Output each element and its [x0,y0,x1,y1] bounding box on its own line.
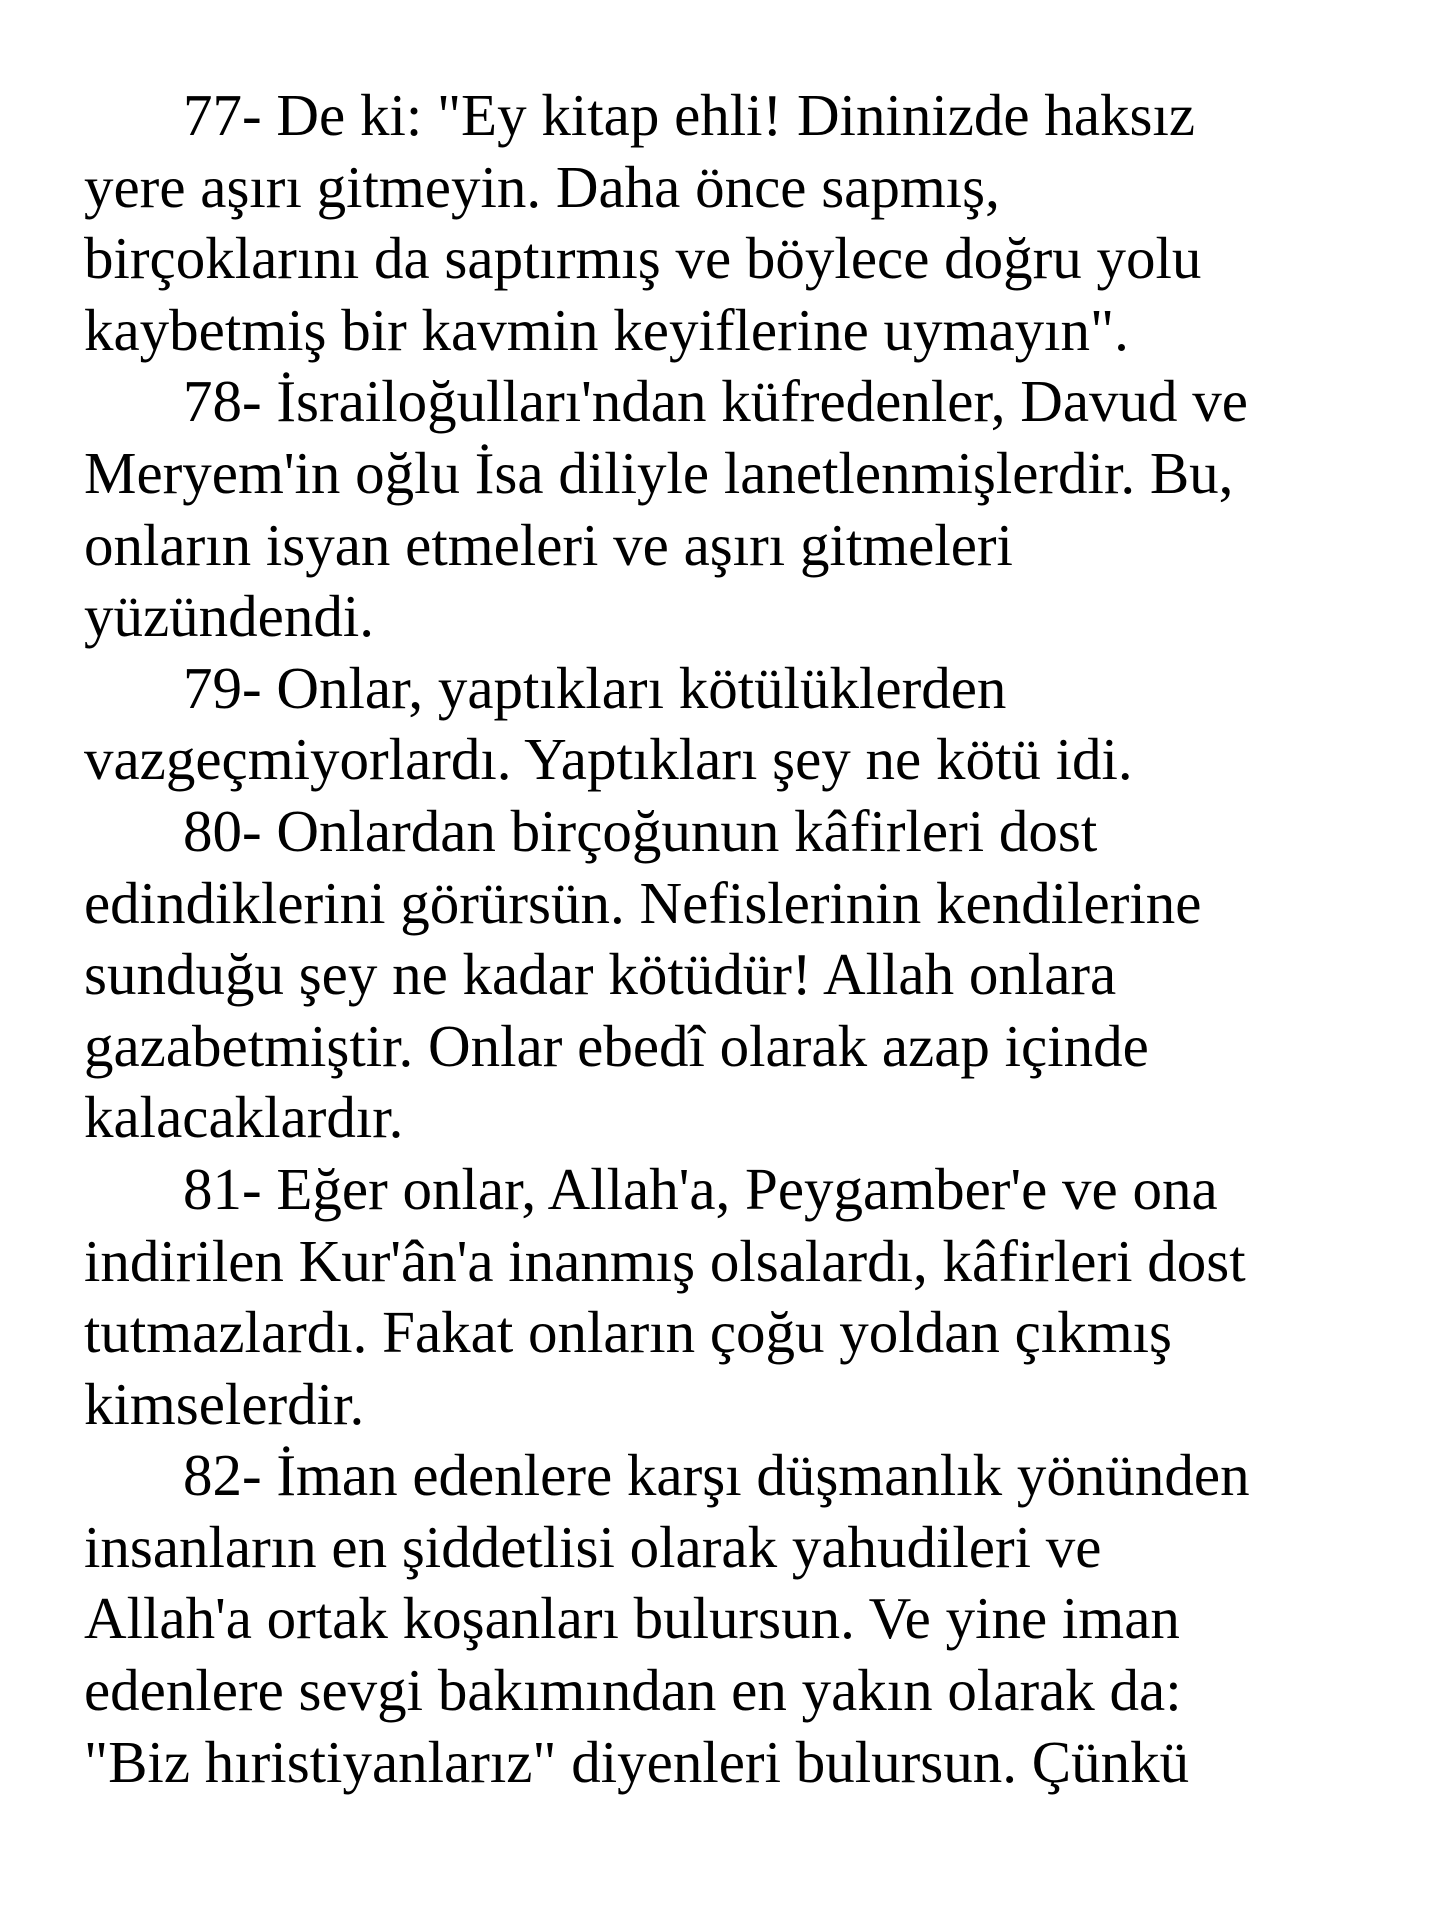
text-line: gazabetmiştir. Onlar ebedî olarak azap içinde [84,1012,1149,1079]
text-line: 77- De ki: "Ey kitap ehli! Dininizde haksız [183,82,1196,148]
paragraph-verse-81 [84,1154,1380,1440]
text-line: indirilen Kur'ân'a inanmış olsalardı, kâfirleri dost [84,1227,1246,1294]
paragraph-verse-80 [84,796,1380,1154]
text-line: kalacaklardır. [84,1084,404,1151]
text-line: vazgeçmiyorlardı. Yaptıkları şey ne kötü idi. [84,726,1133,793]
text-line: 82- İman edenlere karşı düşmanlık yönünden [183,1442,1250,1509]
text-line: Meryem'in oğlu İsa diliyle lanetlenmişlerdir. Bu, [84,439,1234,506]
text-line: "Biz hıristiyanlarız" diyenleri bulursun. Çünkü [84,1728,1190,1795]
text-line: yere aşırı gitmeyin. Daha önce sapmış, [84,153,1000,220]
text-line: yüzündendi. [84,583,375,650]
text-line: 79- Onlar, yaptıkları kötülüklerden [183,654,1007,721]
text-line: edenlere sevgi bakımından en yakın olarak da: [84,1657,1182,1724]
text-line: edindiklerini görürsün. Nefislerinin kendilerine [84,869,1202,936]
text-line: onların isyan etmeleri ve aşırı gitmeleri [84,511,1013,578]
text-line: Allah'a ortak koşanları bulursun. Ve yine iman [84,1585,1180,1652]
text-line: 78- İsrailoğulları'ndan küfredenler, Davud ve [183,368,1248,435]
text-line: 80- Onlardan birçoğunun kâfirleri dost [183,797,1098,864]
text-line: birçoklarını da saptırmış ve böylece doğru yolu [84,225,1202,292]
paragraph-verse-79 [84,653,1380,796]
paragraph-verse-77 [84,80,1380,366]
text-line: kaybetmiş bir kavmin keyiflerine uymayın". [84,296,1129,363]
text-line: tutmazlardı. Fakat onların çoğu yoldan çıkmış [84,1299,1172,1366]
paragraph-verse-78 [84,366,1380,652]
paragraph-verse-82 [84,1440,1380,1798]
text-line: insanların en şiddetlisi olarak yahudileri ve [84,1513,1102,1580]
text-line: sunduğu şey ne kadar kötüdür! Allah onlara [84,941,1117,1008]
text-line: kimselerdir. [84,1370,365,1437]
text-line: 81- Eğer onlar, Allah'a, Peygamber'e ve ona [183,1155,1218,1222]
